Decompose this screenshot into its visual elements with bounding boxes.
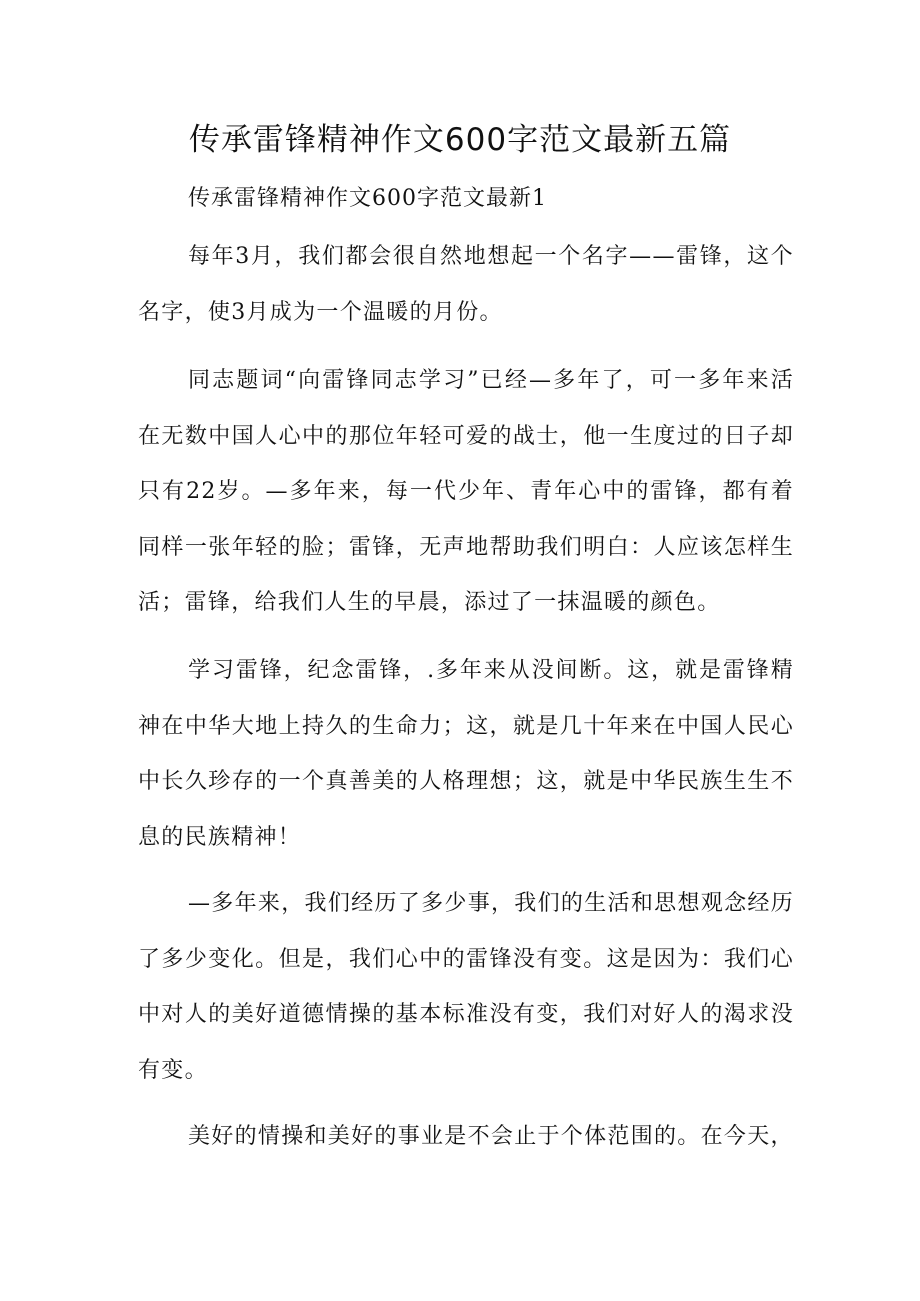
paragraph-5: 美好的情操和美好的事业是不会止于个体范围的。在今天， [188,1124,794,1149]
section-heading: 传承雷锋精神作文600字范文最新1 [188,186,547,211]
paragraph-2: 同志题词“向雷锋同志学习”已经—多年了，可一多年来活在无数中国人心中的那位年轻可爱的战士，他一生度过的日子却只有22岁。—多年来，每一代少年、青年心中的雷锋，都有着同样一张年轻的脸；雷锋，无声地帮助我们明白：人应该怎样生活；雷锋，给我们人生的早晨，添过了一抹温暖的颜色。 [138,368,794,615]
paragraph-1: 每年3月，我们都会很自然地想起一个名字——雷锋，这个名字，使3月成为一个温暖的月份。 [138,244,794,325]
paragraph-4: —多年来，我们经历了多少事，我们的生活和思想观念经历了多少变化。但是，我们心中的雷锋没有变。这是因为：我们心中对人的美好道德情操的基本标准没有变，我们对好人的渴求没有变。 [138,891,794,1083]
paragraph-3: 学习雷锋，纪念雷锋，.多年来从没间断。这，就是雷锋精神在中华大地上持久的生命力；这，就是几十年来在中国人民心中长久珍存的一个真善美的人格理想；这，就是中华民族生生不息的民族精神！ [138,658,794,850]
document-title: 传承雷锋精神作文600字范文最新五篇 [188,122,732,158]
